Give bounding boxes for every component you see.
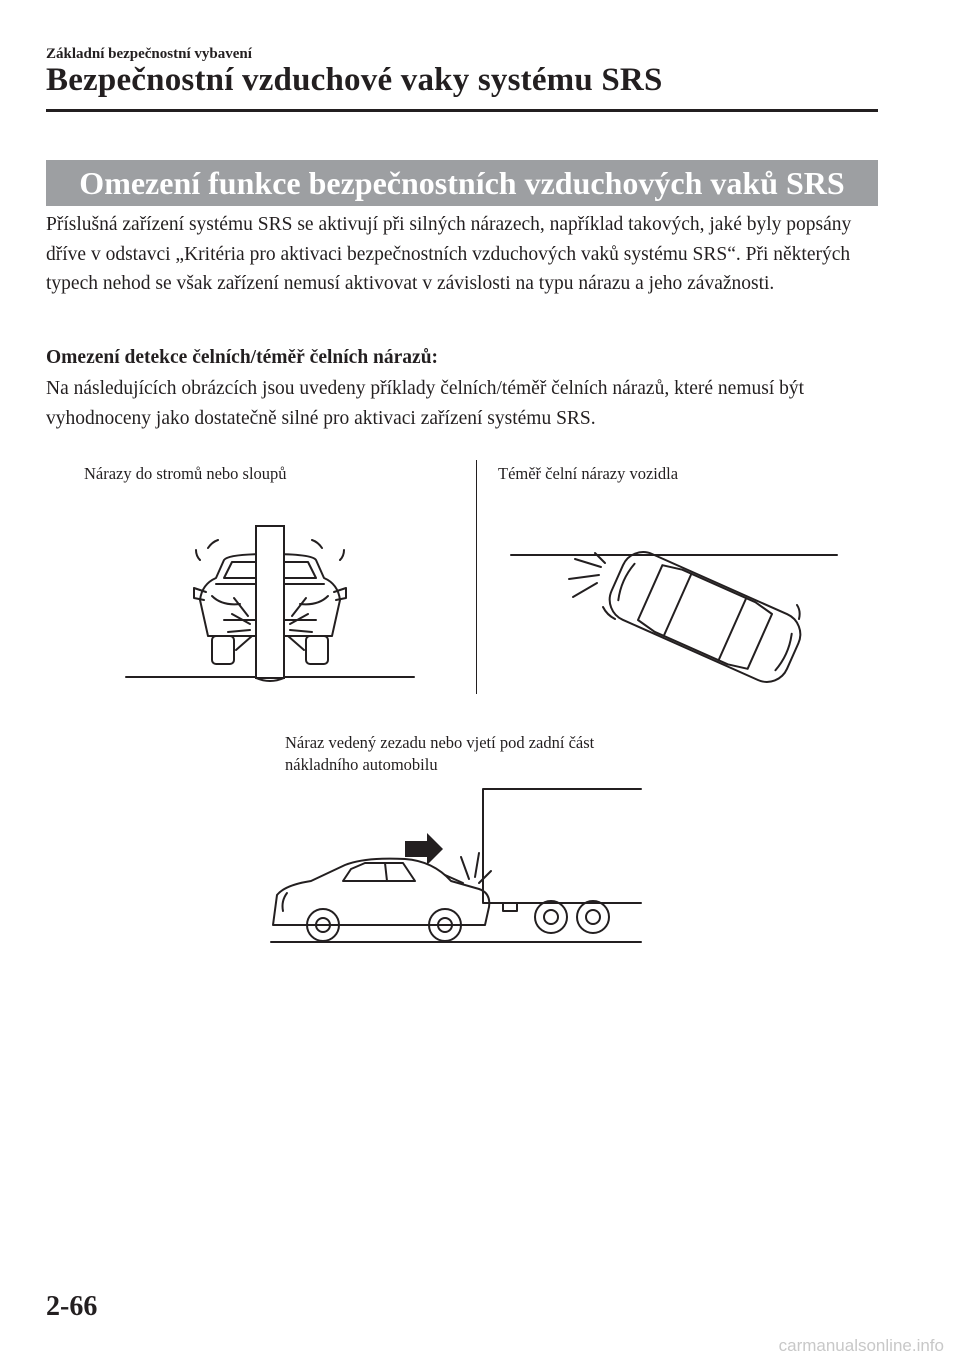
subheading: Omezení detekce čelních/téměř čelních nárazů: — [46, 347, 439, 368]
title-rule — [46, 109, 878, 112]
section-heading: Omezení funkce bezpečnostních vzduchových vaků SRS — [46, 160, 878, 206]
angled-impact-illustration — [505, 545, 845, 685]
section-label: Základní bezpečnostní vybavení — [46, 46, 252, 62]
intro-paragraph: Příslušná zařízení systému SRS se aktivují při silných nárazech, například takových, jaké byly popsány dříve v odstavci „Kritéria pro aktivaci bezpečnostních vzduchových vaků systému SRS“. Při některých typech nehod se však zařízení nemusí aktivovat v závislosti na typu nárazu a jeho závažnosti. — [46, 214, 852, 294]
subheading-paragraph: Na následujících obrázcích jsou uvedeny příklady čelních/téměř čelních nárazů, které nemusí být vyhodnoceny jako dostatečně silné pro aktivaci zařízení systému SRS. — [46, 378, 805, 429]
watermark-text: carmanualsonline.info — [778, 1336, 944, 1355]
underride-impact-label: Náraz vedený zezadu nebo vjetí pod zadní část nákladního automobilu — [285, 733, 595, 774]
angled-impact-label: Téměř čelní nárazy vozidla — [498, 464, 679, 483]
page-number: 2-66 — [46, 1291, 98, 1322]
pole-impact-illustration — [120, 520, 420, 685]
page-title: Bezpečnostní vzduchové vaky systému SRS — [46, 62, 663, 98]
underride-impact-illustration — [265, 785, 645, 945]
figure-divider — [476, 460, 477, 694]
pole-impact-label: Nárazy do stromů nebo sloupů — [84, 464, 287, 483]
